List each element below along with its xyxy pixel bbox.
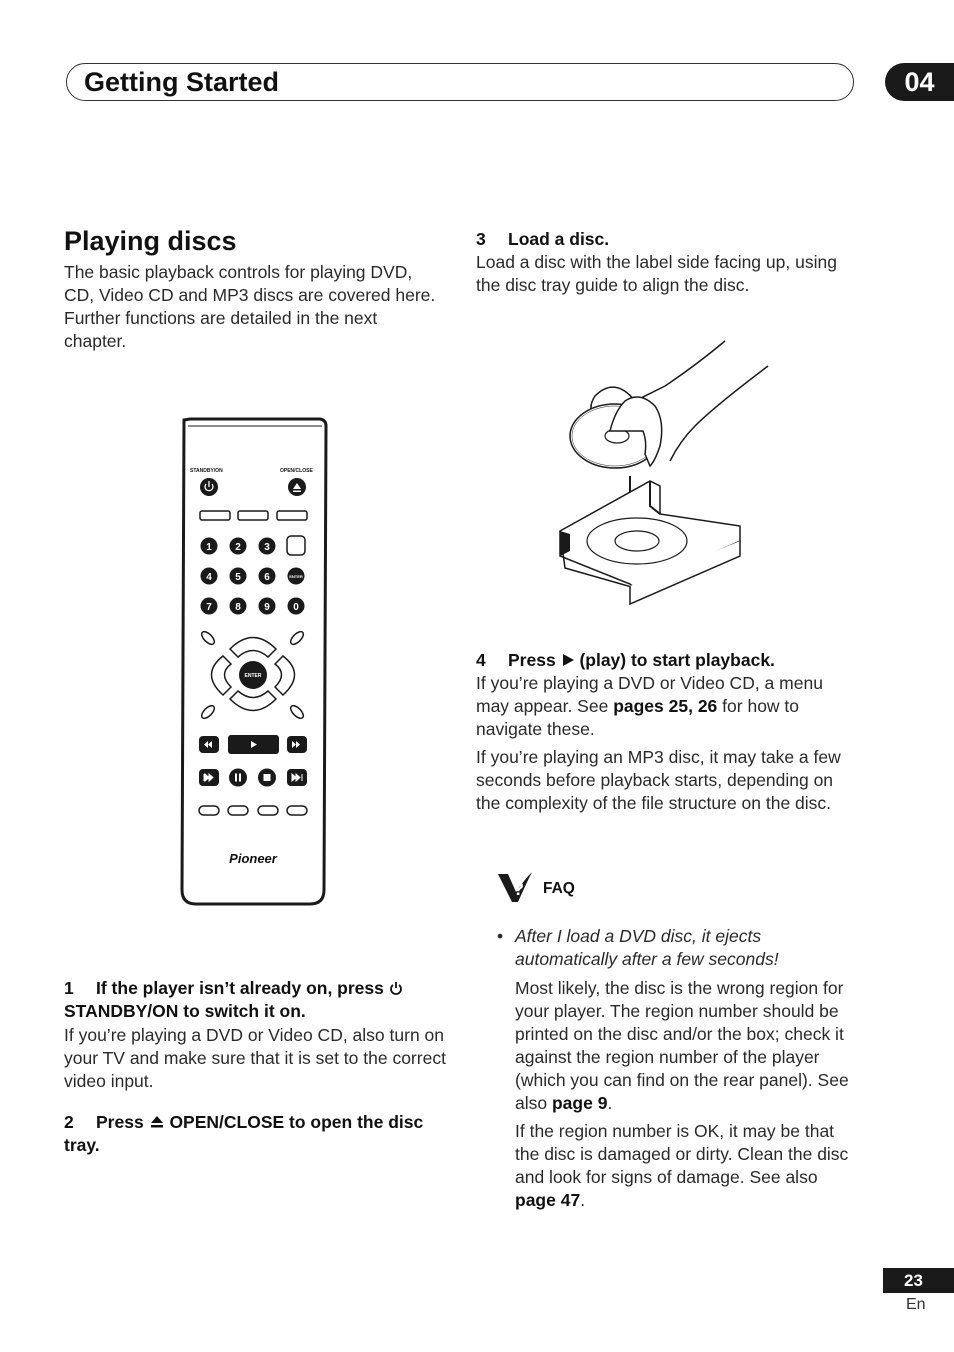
pause-key [229, 769, 247, 787]
svg-text:?: ? [513, 879, 524, 899]
standby-label: STANDBY/ON [190, 468, 223, 474]
key-3: 3 [264, 542, 270, 553]
step-2-heading: 2 Press OPEN/CLOSE to open the disc tray. [64, 1112, 424, 1155]
key-1: 1 [206, 542, 212, 553]
page-language: En [906, 1296, 926, 1313]
clear-key [287, 536, 305, 555]
remote-control-illustration [170, 412, 340, 912]
play-icon [561, 653, 575, 667]
intro-paragraph: The basic playback controls for playing DVD, CD, Video CD and MP3 discs are covered here. Further functions are detailed in the next chapter. [64, 262, 436, 351]
eject-icon [288, 478, 306, 496]
function-key [277, 511, 307, 520]
key-8: 8 [235, 602, 241, 613]
key-6: 6 [264, 572, 270, 583]
faq-bullet: • [497, 926, 504, 946]
key-4: 4 [206, 572, 212, 583]
chapter-badge: 04 [885, 63, 954, 101]
key-2: 2 [235, 542, 241, 553]
enter-center-label: ENTER [244, 673, 262, 679]
step-1-body: If you’re playing a DVD or Video CD, also turn on your TV and make sure that it is set to the correct video input. [64, 1025, 446, 1091]
step-1-heading: 1 If the player isn’t already on, press STANDBY/ON to switch it on. [64, 977, 449, 1023]
open-close-label: OPEN/CLOSE [280, 468, 313, 474]
key-0: 0 [293, 602, 299, 613]
step-3-heading: 3 Load a disc. [476, 229, 610, 249]
section-title: Getting Started [84, 67, 280, 97]
power-icon [389, 981, 403, 995]
function-key [238, 511, 268, 520]
faq-answer-2: If the region number is OK, it may be that the disc is damaged or dirty. Clean the disc and look for signs of damage. See also page 47. [515, 1121, 849, 1210]
faq-question: After I load a DVD disc, it ejects automatically after a few seconds! [515, 926, 779, 969]
faq-answer-1: Most likely, the disc is the wrong region for your player. The region number should be printed on the disc and/or the box; check it against the region number of the player (which you can find on the rear panel). See also page 9. [515, 978, 849, 1113]
page-number: 23 [883, 1268, 954, 1293]
page-title: Playing discs [64, 226, 237, 256]
step-3-body: Load a disc with the label side facing up, using the disc tray guide to align the disc. [476, 252, 837, 295]
faq-label: FAQ [543, 880, 575, 897]
pioneer-logo: Pioneer [229, 851, 277, 866]
enter-small-label: ENTER [289, 574, 303, 579]
step-4-body-2: If you’re playing an MP3 disc, it may take a few seconds before playback starts, depending on the complexity of the file structure on the disc. [476, 747, 841, 813]
faq-icon [496, 870, 534, 904]
power-icon [200, 478, 218, 496]
key-5: 5 [235, 572, 241, 583]
key-9: 9 [264, 602, 270, 613]
disc-tray-illustration [555, 336, 770, 606]
key-7: 7 [206, 602, 212, 613]
step-4-body-1: If you’re playing a DVD or Video CD, a menu may appear. See pages 25, 26 for how to navigate these. [476, 673, 823, 739]
eject-icon [149, 1115, 165, 1129]
function-key [200, 511, 230, 520]
step-4-heading: 4 Press (play) to start playback. [476, 650, 775, 670]
